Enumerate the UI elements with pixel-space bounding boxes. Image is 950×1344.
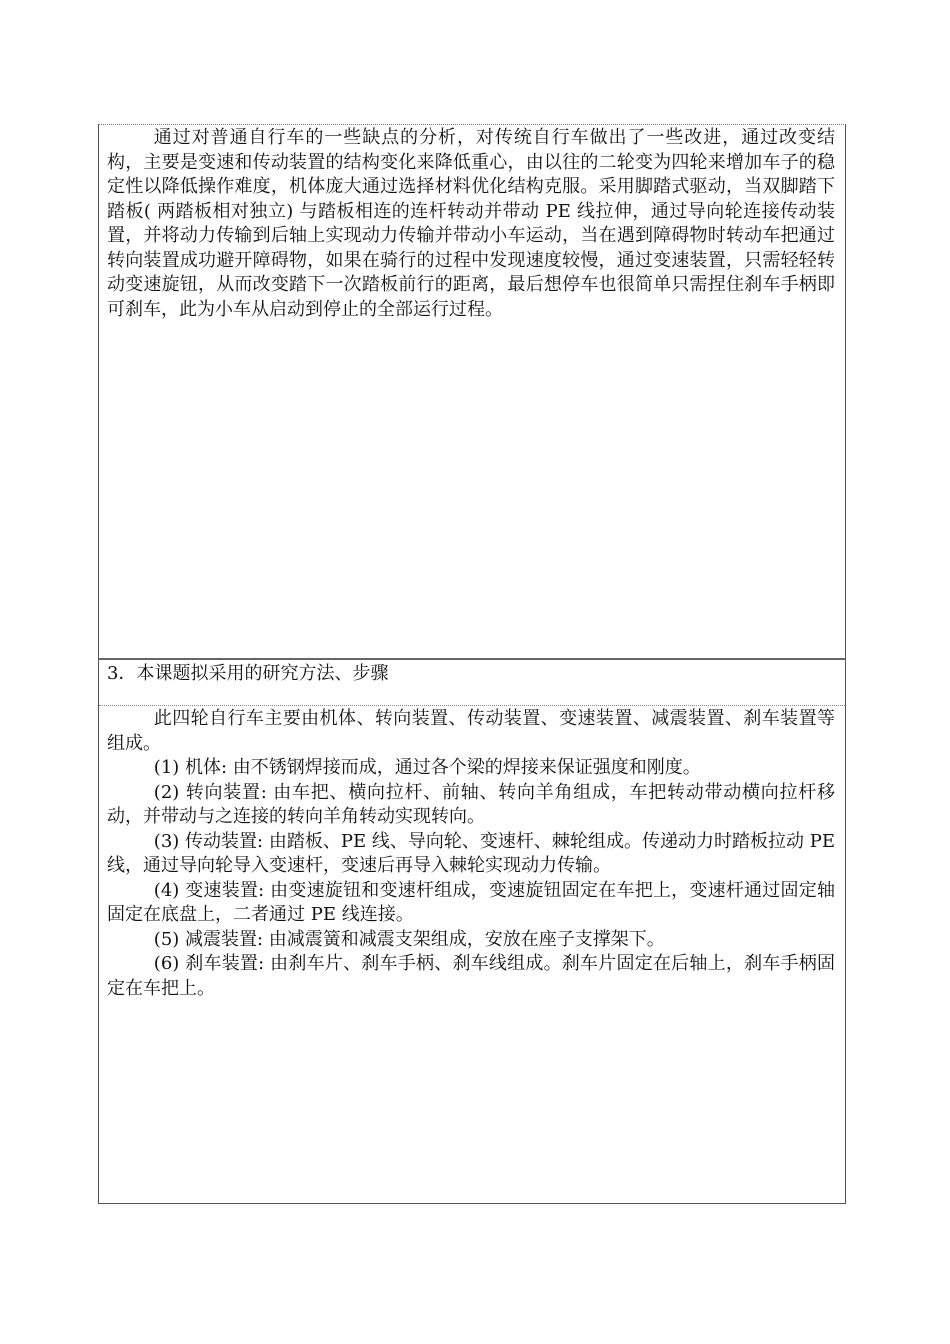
intro-paragraph: 此四轮自行车主要由机体、转向装置、传动装置、变速装置、减震装置、刹车装置等组成。 (107, 708, 835, 754)
research-methods-body (99, 706, 845, 1001)
design-description-cell (99, 125, 845, 660)
list-item: (4) 变速装置: 由变速旋钮和变速杆组成，变速旋钮固定在车把上，变速杆通过固定轴固定在底盘上，二者通过 PE 线连接。 (107, 879, 835, 925)
list-item: (1) 机体: 由不锈钢焊接而成，通过各个梁的焊接来保证强度和刚度。 (153, 757, 701, 778)
list-item: (3) 传动装置: 由踏板、PE 线、导向轮、变速杆、棘轮组成。传递动力时踏板拉动 PE 线，通过导向轮导入变速杆，变速后再导入棘轮实现动力传输。 (107, 830, 835, 876)
section-heading: 3．本课题拟采用的研究方法、步骤 (99, 660, 845, 706)
proposal-table (98, 124, 846, 1204)
list-item: (5) 减震装置: 由减震簧和减震支架组成，安放在座子支撑架下。 (153, 928, 665, 950)
list-item: (6) 刹车装置: 由刹车片、刹车手柄、刹车线组成。刹车片固定在后轴上，刹车手柄固定在车把上。 (107, 953, 835, 999)
list-item: (2) 转向装置: 由车把、横向拉杆、前轴、转向羊角组成，车把转动带动横向拉杆移动，并带动与之连接的转向羊角转动实现转向。 (107, 781, 835, 827)
design-description-paragraph: 通过对普通自行车的一些缺点的分析，对传统自行车做出了一些改进，通过改变结构，主要是变速和传动装置的结构变化来降低重心，由以往的二轮变为四轮来增加车子的稳定性以降低操作难度，机体庞大通过选择材料优化结构克服。采用脚踏式驱动，当双脚踏下踏板( 两踏板相对独立) 与踏板相连的连杆转动并带动 PE 线拉伸，通过导向轮连接传动装置，并将动力传输到后轴上实现动力传输并带动小车运动，当在遇到障碍物时转动车把通过转向装置成功避开障碍物，如果在骑行的过程中发现速度较慢，通过变速装置，只需轻轻转动变速旋钮，从而改变踏下一次踏板前行的距离，最后想停车也很简单只需捏住刹车手柄即可刹车，此为小车从启动到停止的全部运行过程。 (107, 127, 835, 320)
research-methods-cell (99, 660, 845, 1205)
